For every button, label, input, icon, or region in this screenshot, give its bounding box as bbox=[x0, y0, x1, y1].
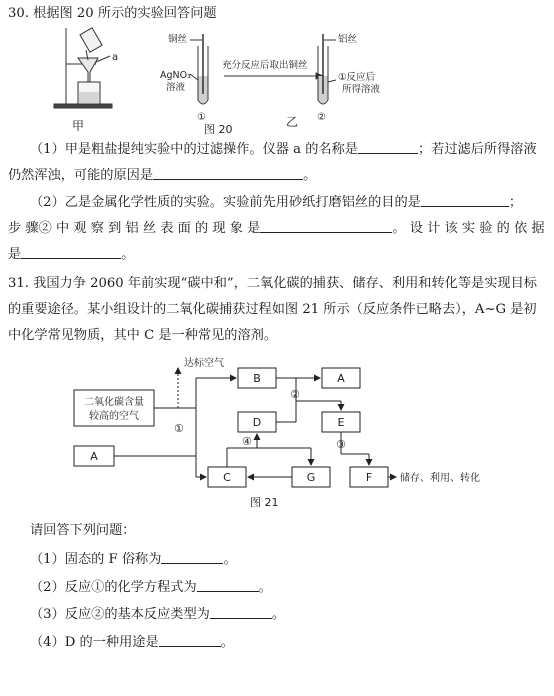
figure-20-caption: 图 20 bbox=[204, 123, 233, 136]
label-rongye: 溶液 bbox=[166, 82, 186, 93]
answer-blank-7[interactable] bbox=[197, 580, 259, 592]
step-4-label: ④ bbox=[242, 435, 252, 448]
label-a: a bbox=[112, 52, 119, 63]
label-after-2: 所得溶液 bbox=[342, 84, 381, 95]
node-b-label: B bbox=[253, 372, 261, 385]
figure-20 bbox=[48, 24, 408, 136]
q30-part2-line2: 步 骤② 中 观 察 到 铝 丝 表 面 的 现 象 是 。 设 计 该 实 验 的 依 据 bbox=[8, 221, 545, 236]
source-air-line1: 二氧化碳含量 bbox=[84, 397, 144, 408]
tube1-number: ① bbox=[197, 112, 206, 123]
label-after-1: ①反应后 bbox=[338, 72, 376, 83]
answer-blank-4[interactable] bbox=[260, 221, 392, 233]
label-agno3: AgNO₃ bbox=[160, 70, 191, 81]
node-c-label: C bbox=[223, 471, 231, 484]
q31-text-line3: 中化学常见物质，其中 C 是一种常见的溶剂。 bbox=[8, 328, 278, 343]
label-jia: 甲 bbox=[72, 119, 85, 133]
step-3-label: ③ bbox=[336, 438, 346, 451]
q31-sub1: （1）固态的 F 俗称为 。 bbox=[30, 552, 237, 567]
label-yi: 乙 bbox=[286, 115, 299, 129]
top-air-label: 达标空气 bbox=[184, 358, 224, 369]
test-tube-1 bbox=[190, 34, 208, 104]
q31-sub3: （3）反应②的基本反应类型为 。 bbox=[30, 607, 286, 622]
q31-sub2: （2）反应①的化学方程式为 。 bbox=[30, 580, 272, 595]
step-2-label: ② bbox=[290, 388, 300, 401]
q30-part1-line2: 仍然浑浊，可能的原因是 。 bbox=[8, 168, 317, 183]
answer-blank-1[interactable] bbox=[358, 142, 418, 154]
figure-21-caption: 图 21 bbox=[250, 496, 279, 509]
node-d-label: D bbox=[252, 416, 262, 429]
q30-part2-line1: （2）乙是金属化学性质的实验。实验前先用砂纸打磨铝丝的目的是 ； bbox=[30, 195, 523, 210]
source-air-line2: 较高的空气 bbox=[89, 411, 139, 422]
q31-prompt: 请回答下列问题： bbox=[30, 523, 136, 538]
q31-text-line2: 的重要途径。某小组设计的二氧化碳捕获过程如图 21 所示（反应条件已略去），A~G 是初 bbox=[8, 302, 537, 317]
node-a-right-label: A bbox=[337, 372, 345, 385]
label-tongsi: 铜丝 bbox=[168, 34, 188, 45]
q31-sub4: （4）D 的一种用途是 。 bbox=[30, 635, 234, 650]
label-lvsi: 铝丝 bbox=[338, 34, 358, 45]
node-e-label: E bbox=[337, 416, 345, 429]
q31-text-line1: 31. 我国力争 2060 年前实现“碳中和”，二氧化碳的捕获、储存、利用和转化等是实现目标 bbox=[8, 276, 537, 291]
test-tube-2 bbox=[318, 34, 336, 104]
output-label: 储存、利用、转化 bbox=[400, 473, 480, 484]
filtration-apparatus bbox=[54, 28, 112, 108]
node-a-left-label: A bbox=[90, 450, 98, 463]
node-g-label: G bbox=[306, 471, 316, 484]
q30-part1-line1: （1）甲是粗盐提纯实验中的过滤操作。仪器 a 的名称是 ；若过滤后所得溶液 bbox=[30, 142, 537, 157]
q30-part2-line3: 是 。 bbox=[8, 247, 135, 262]
step-1-label: ① bbox=[174, 422, 184, 435]
tube2-number: ② bbox=[317, 112, 326, 123]
answer-blank-2[interactable] bbox=[153, 168, 303, 180]
reaction-arrow bbox=[224, 73, 323, 79]
node-f-label: F bbox=[365, 471, 373, 484]
answer-blank-3[interactable] bbox=[421, 195, 509, 207]
reaction-arrow-label: 充分反应后取出铜丝 bbox=[222, 60, 308, 71]
q30-heading: 30. 根据图 20 所示的实验回答问题 bbox=[8, 6, 217, 21]
answer-blank-9[interactable] bbox=[159, 635, 221, 647]
answer-blank-8[interactable] bbox=[210, 607, 272, 619]
answer-blank-5[interactable] bbox=[21, 247, 121, 259]
figure-21-flowchart bbox=[60, 354, 490, 516]
answer-blank-6[interactable] bbox=[161, 552, 223, 564]
